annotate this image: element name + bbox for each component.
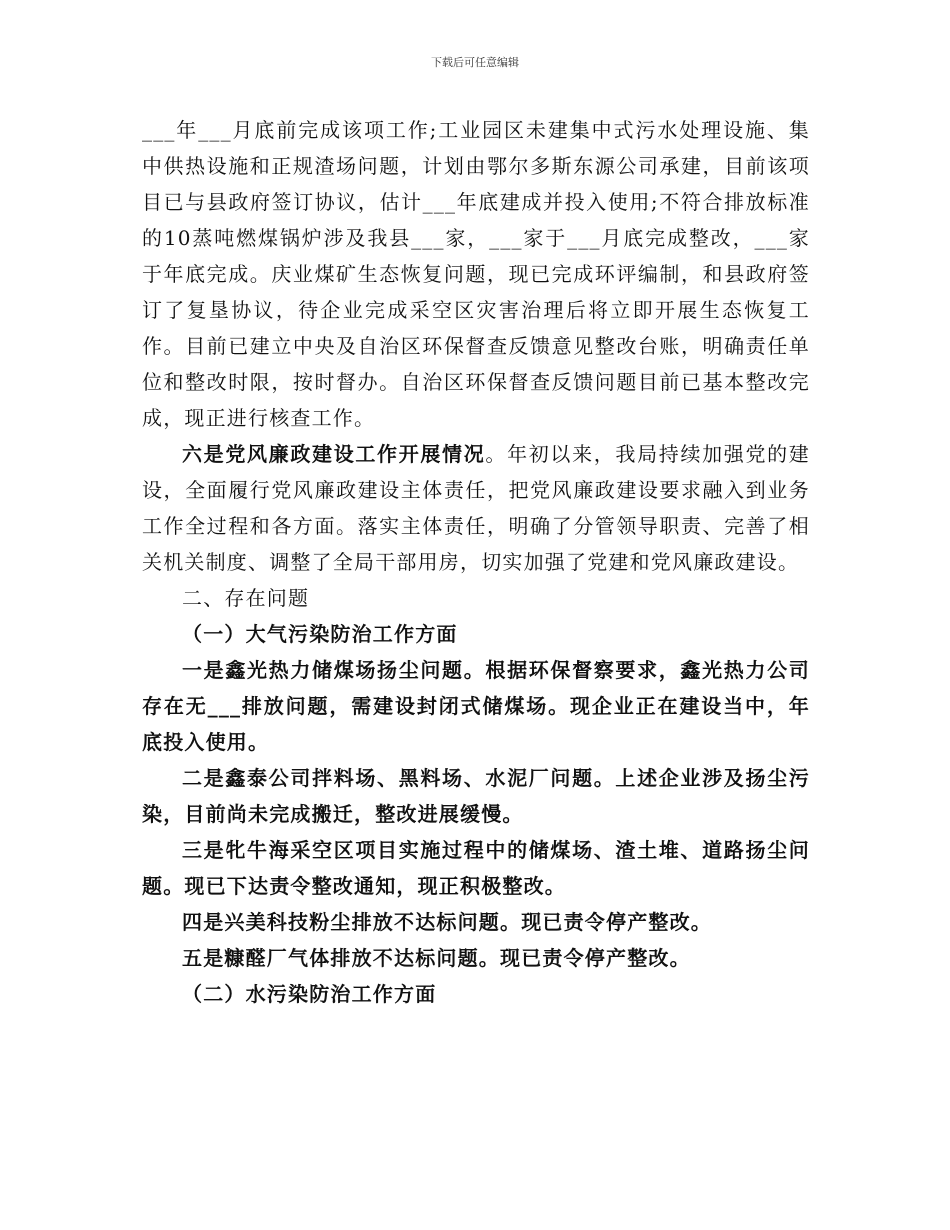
section-heading-problems [142,580,810,616]
subheading-air-pollution [142,616,810,652]
paragraph-bold-lead: （二）水污染防治工作方面 [182,982,437,1006]
paragraph-bold-lead: 四是兴美科技粉尘排放不达标问题。现已责令停产整改。 [182,910,712,934]
paragraph-bold-lead: 五是糠醛厂气体排放不达标问题。现已责令停产整改。 [182,946,691,970]
paragraph-issue-5 [142,940,810,976]
page-header: 下载后可任意编辑 [431,56,519,69]
paragraph-bold-lead: 三是牝牛海采空区项目实施过程中的储煤场、渣土堆、道路扬尘问题。现已下达责令整改通知，现正积极整改。 [142,838,810,898]
paragraph-bold-lead: 一是鑫光热力储煤场扬尘问题。根据环保督察要求，鑫光热力公司存在无___排放问题，需建设封闭式储煤场。现企业正在建设当中，年底投入使用。 [142,658,810,754]
paragraph-bold-lead: 二是鑫泰公司拌料场、黑料场、水泥厂问题。上述企业涉及扬尘污染，目前尚未完成搬迁，整改进展缓慢。 [142,766,810,826]
paragraph-2 [142,436,810,580]
paragraph-issue-3 [142,832,810,904]
document-body [142,112,810,1012]
paragraph-text: ___年___月底前完成该项工作;工业园区未建集中式污水处理设施、集中供热设施和正规渣场问题，计划由鄂尔多斯东源公司承建，目前该项目已与县政府签订协议，估计___年底建成并投入使用;不符合排放标准的10蒸吨燃煤锅炉涉及我县___家，___家于___月底完成整改，___家于年底完成。庆业煤矿生态恢复问题，现已完成环评编制，和县政府签订了复垦协议，待企业完成采空区灾害治理后将立即开展生态恢复工作。目前已建立中央及自治区环保督查反馈意见整改台账，明确责任单位和整改时限，按时督办。自治区环保督查反馈问题目前已基本整改完成，现正进行核查工作。 [142,118,810,430]
paragraph-issue-1 [142,652,810,760]
paragraph-1 [142,112,810,436]
paragraph-text: 二、存在问题 [182,586,310,610]
paragraph-bold-lead: 六是党风廉政建设工作开展情况 [182,442,486,466]
paragraph-bold-lead: （一）大气污染防治工作方面 [182,622,458,646]
paragraph-issue-4 [142,904,810,940]
subheading-water-pollution [142,976,810,1012]
paragraph-text: 。年初以来，我局持续加强党的建设，全面履行党风廉政建设主体责任，把党风廉政建设要求融入到业务工作全过程和各方面。落实主体责任，明确了分管领导职责、完善了相关机关制度、调整了全局干部用房，切实加强了党建和党风廉政建设。 [142,442,810,574]
paragraph-issue-2 [142,760,810,832]
